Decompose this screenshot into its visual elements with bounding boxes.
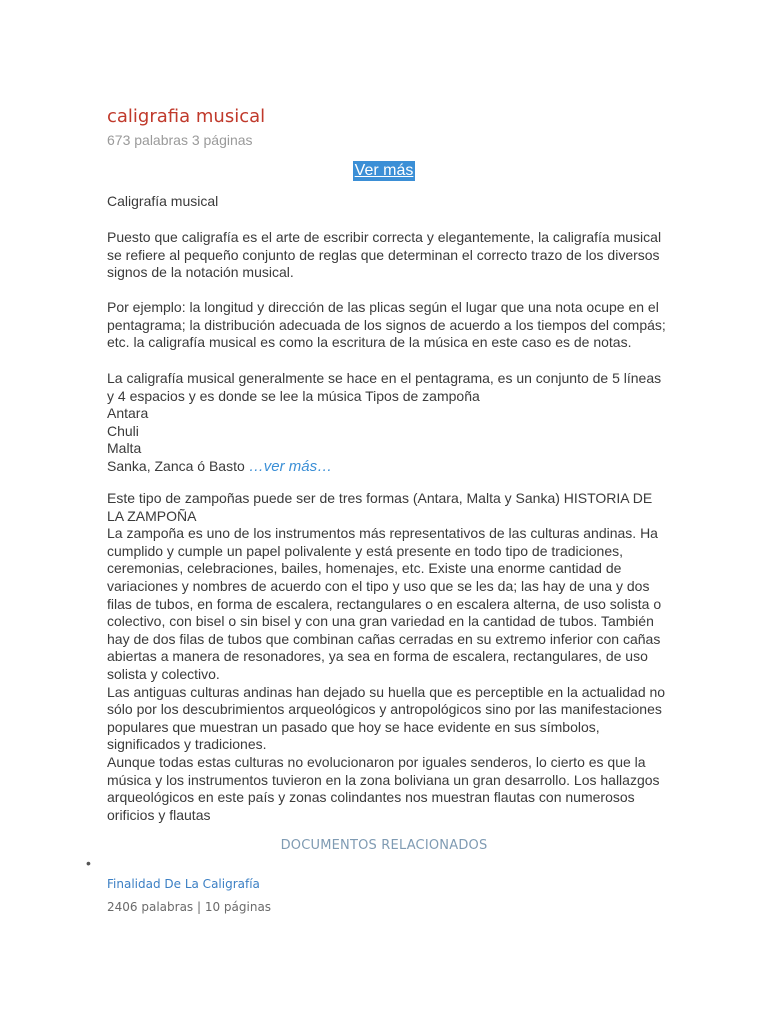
document-heading [107,193,667,211]
document-meta: 673 palabras 3 páginas [107,132,253,148]
paragraph-3 [107,370,667,476]
paragraph-4-line: Las antiguas culturas andinas han dejado su huella que es perceptible en la actualidad no sólo por los descubrimientos arqueológicos y antropológicos sino por las manifestaciones populares que muestran un pasado que hoy se hace evidente en sus símbolos, significados y tradiciones. [107,683,666,753]
list-item: Antara [107,405,149,422]
document-title: caligrafia musical [107,106,266,127]
bullet-icon: • [86,855,91,871]
list-item: Malta [107,440,142,457]
inline-ver-mas-link[interactable]: …ver más… [248,457,333,475]
list-item-last [107,458,667,476]
last-item-text: Sanka, Zanca ó Basto [107,457,245,474]
ver-mas-button[interactable]: Ver más [354,162,414,179]
paragraph-4 [107,490,667,824]
paragraph-4-line: La zampoña es uno de los instrumentos más representativos de las culturas andinas. Ha cumplido y cumple un papel polivalente y está presente en todo tipo de tradiciones, ceremonias, celebraciones, bailes, homenajes, etc. Existe una enorme cantidad de variaciones y nombres de acuerdo con el tipo y uso que se les da; las hay de una y dos filas de tubos, en forma de escalera, rectangulares o en escalera alterna, de uso solista o colectivo, con bisel o sin bisel y con una gran variedad en la cantidad de tubos. También hay de dos filas de tubos que combinan cañas cerradas en su extremo inferior con cañas abiertas a manera de resonadores, ya sea en forma de escalera, rectangulares, de uso solista y colectivo. [107,525,662,682]
related-documents-heading: DOCUMENTOS RELACIONADOS [280,838,488,853]
paragraph-4-line: Este tipo de zampoñas puede ser de tres formas (Antara, Malta y Sanka) HISTORIA DE LA ZAMPOÑA [107,490,653,524]
related-document-meta: 2406 palabras | 10 páginas [107,900,272,914]
list-item: Chuli [107,422,139,439]
paragraph-3-intro: La caligrafía musical generalmente se hace en el pentagrama, es un conjunto de 5 líneas y 4 espacios y es donde se lee la música Tipos de zampoña [107,370,662,404]
paragraph-2 [107,299,667,352]
heading-text: Caligrafía musical [107,193,219,209]
paragraph-1-text: Puesto que caligrafía es el arte de escribir correcta y elegantemente, la caligrafía musical se refiere al pequeño conjunto de reglas que determinan el correcto trazo de los diversos signos de la notación musical. [107,229,662,281]
ver-mas-container [0,161,768,181]
paragraph-1 [107,229,667,282]
related-document-link[interactable]: Finalidad De La Caligrafía [107,877,260,891]
paragraph-2-text: Por ejemplo: la longitud y dirección de las plicas según el lugar que una nota ocupe en el pentagrama; la distribución adecuada de los signos de acuerdo a los tiempos del compás; etc. la caligrafía musical es como la escritura de la música en este caso es de notas. [107,299,666,351]
paragraph-4-line: Aunque todas estas culturas no evolucionaron por iguales senderos, lo cierto es que la música y los instrumentos tuvieron en la zona boliviana un gran desarrollo. Los hallazgos arqueológicos en este país y zonas colindantes nos muestran flautas con numerosos orificios y flautas [107,753,660,823]
